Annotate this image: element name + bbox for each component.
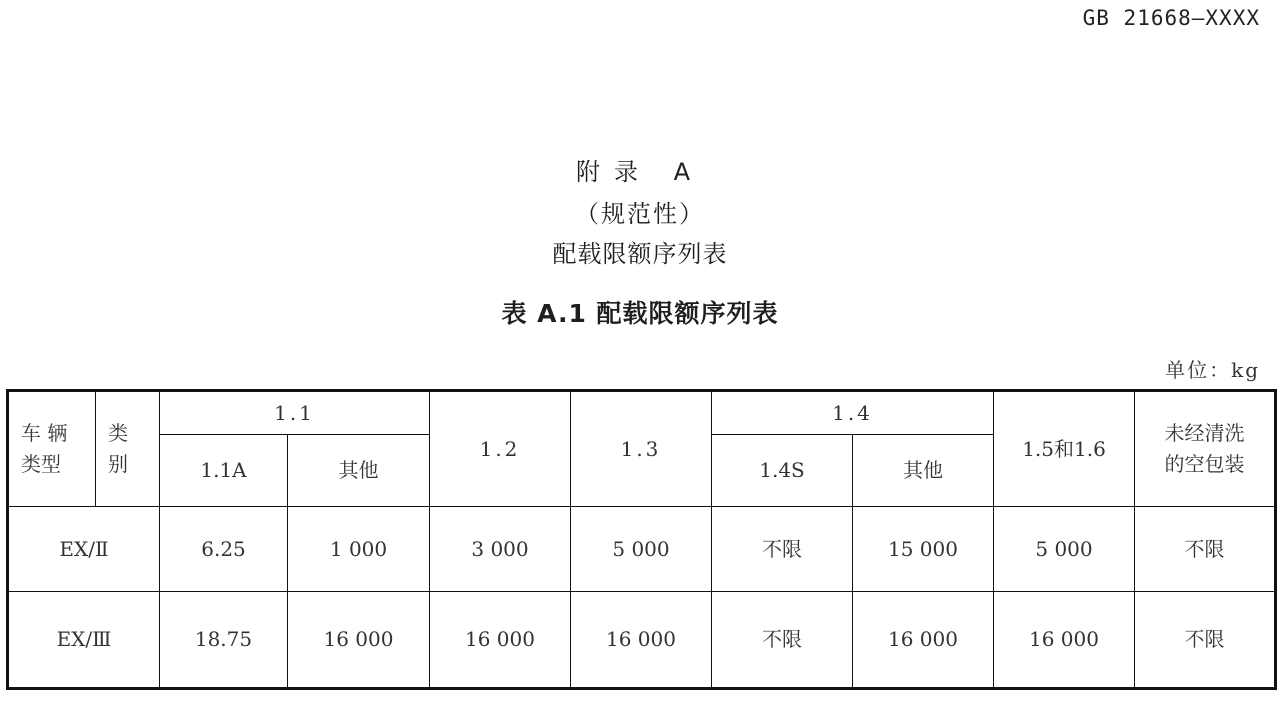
cell-1-4-other: 16 000: [853, 592, 994, 689]
header-category-line1: 类: [108, 421, 128, 445]
header-1-4S: 1.4S: [712, 435, 853, 507]
cell-1-4-other: 15 000: [853, 507, 994, 592]
unit-label: 单位：kg: [1165, 358, 1260, 382]
cell-1-1-other: 1 000: [288, 507, 430, 592]
table-row: [8, 507, 1276, 592]
row-vehicle-type: EX/Ⅱ: [8, 507, 160, 592]
header-vehicle-type-line1: 车 辆: [21, 421, 68, 445]
header-empty-packaging-line2: 的空包装: [1164, 452, 1245, 476]
cell-1-1-other: 16 000: [288, 592, 430, 689]
cell-1-1A: 18.75: [160, 592, 288, 689]
appendix-heading: 附录 A: [575, 158, 705, 186]
cell-1-4S: 不限: [712, 592, 853, 689]
header-row-1: [8, 391, 1276, 435]
cell-1-2: 3 000: [430, 507, 571, 592]
header-vehicle-type-line2: 类型: [21, 452, 61, 476]
cell-1-1A: 6.25: [160, 507, 288, 592]
header-empty-packaging-line1: 未经清洗: [1164, 421, 1245, 445]
cell-1-3: 16 000: [571, 592, 712, 689]
cell-1-4S: 不限: [712, 507, 853, 592]
cell-1-3: 5 000: [571, 507, 712, 592]
quota-table: [6, 389, 1277, 690]
table-caption: 表 A.1 配载限额序列表: [501, 299, 779, 328]
cell-1-5-1-6: 16 000: [994, 592, 1135, 689]
cell-1-2: 16 000: [430, 592, 571, 689]
cell-empty-packaging: 不限: [1135, 507, 1276, 592]
header-category: [96, 391, 160, 507]
header-vehicle-type: [8, 391, 96, 507]
header-1-2: 1.2: [430, 391, 571, 507]
header-1-3: 1.3: [571, 391, 712, 507]
cell-1-5-1-6: 5 000: [994, 507, 1135, 592]
standard-number: GB 21668—XXXX: [1082, 6, 1260, 30]
header-1-1-other: 其他: [288, 435, 430, 507]
normative-label: （规范性）: [575, 200, 705, 228]
header-1-1A: 1.1A: [160, 435, 288, 507]
appendix-title: 配载限额序列表: [552, 240, 728, 268]
header-empty-packaging: [1135, 391, 1276, 507]
table-row: [8, 592, 1276, 689]
header-group-1-4: 1.4: [712, 391, 994, 435]
header-category-line2: 别: [108, 452, 128, 476]
header-1-4-other: 其他: [853, 435, 994, 507]
cell-empty-packaging: 不限: [1135, 592, 1276, 689]
row-vehicle-type: EX/Ⅲ: [8, 592, 160, 689]
header-1-5-1-6: 1.5和1.6: [994, 391, 1135, 507]
header-group-1-1: 1.1: [160, 391, 430, 435]
